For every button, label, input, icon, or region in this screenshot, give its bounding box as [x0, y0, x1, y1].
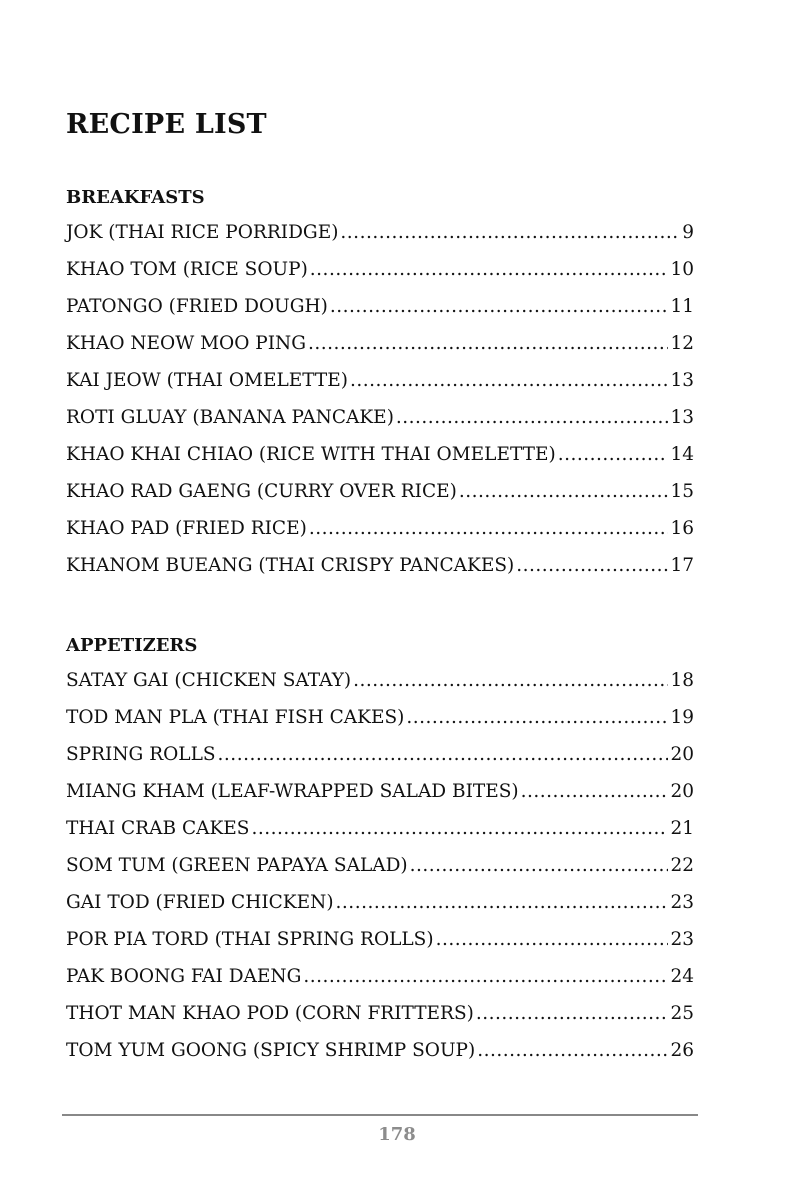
- section-breakfasts: [66, 188, 694, 588]
- toc-entry[interactable]: [66, 514, 694, 551]
- section-heading: APPETIZERS: [66, 635, 198, 656]
- toc-entry-page: 24: [670, 966, 694, 987]
- toc-entry-page: 9: [682, 222, 694, 243]
- page-title: RECIPE LIST: [66, 109, 267, 140]
- toc-entry-title: KHAO NEOW MOO PING: [66, 333, 306, 354]
- dot-leader: [353, 666, 668, 696]
- toc-entry-title: SPRING ROLLS: [66, 744, 216, 765]
- toc-entry-title: ROTI GLUAY (BANANA PANCAKE): [66, 407, 394, 428]
- toc-entry[interactable]: [66, 218, 694, 255]
- toc-entry-title: THOT MAN KHAO POD (CORN FRITTERS): [66, 1003, 474, 1024]
- footer-rule: [62, 1114, 698, 1116]
- dot-leader: [459, 477, 669, 507]
- toc-entry-page: 17: [670, 555, 694, 576]
- dot-leader: [436, 925, 669, 955]
- dot-leader: [350, 366, 668, 396]
- toc-list: [66, 666, 694, 1073]
- dot-leader: [396, 403, 669, 433]
- toc-entry-title: KHAO PAD (FRIED RICE): [66, 518, 307, 539]
- dot-leader: [476, 999, 669, 1029]
- dot-leader: [521, 777, 669, 807]
- toc-entry-title: KHAO KHAI CHIAO (RICE WITH THAI OMELETTE): [66, 444, 556, 465]
- toc-entry[interactable]: [66, 255, 694, 292]
- toc-entry-title: JOK (THAI RICE PORRIDGE): [66, 222, 339, 243]
- section-heading: BREAKFASTS: [66, 187, 205, 208]
- toc-entry[interactable]: [66, 292, 694, 329]
- dot-leader: [310, 255, 669, 285]
- toc-entry-page: 22: [670, 855, 694, 876]
- toc-entry-title: KHAO RAD GAENG (CURRY OVER RICE): [66, 481, 457, 502]
- toc-entry[interactable]: [66, 551, 694, 588]
- toc-entry-title: KHAO TOM (RICE SOUP): [66, 259, 308, 280]
- toc-entry-page: 11: [670, 296, 694, 317]
- dot-leader: [406, 703, 668, 733]
- toc-entry[interactable]: [66, 703, 694, 740]
- toc-entry-page: 10: [670, 259, 694, 280]
- toc-entry[interactable]: [66, 1036, 694, 1073]
- toc-entry[interactable]: [66, 814, 694, 851]
- dot-leader: [309, 514, 669, 544]
- toc-entry-title: GAI TOD (FRIED CHICKEN): [66, 892, 334, 913]
- toc-entry-title: POR PIA TORD (THAI SPRING ROLLS): [66, 929, 434, 950]
- toc-entry[interactable]: [66, 366, 694, 403]
- dot-leader: [336, 888, 669, 918]
- dot-leader: [303, 962, 668, 992]
- toc-entry[interactable]: [66, 925, 694, 962]
- toc-entry-page: 20: [670, 744, 694, 765]
- toc-entry[interactable]: [66, 403, 694, 440]
- toc-entry-page: 23: [670, 929, 694, 950]
- toc-entry-title: SATAY GAI (CHICKEN SATAY): [66, 670, 352, 691]
- toc-entry-page: 20: [670, 781, 694, 802]
- toc-entry-page: 25: [670, 1003, 694, 1024]
- toc-entry-title: TOM YUM GOONG (SPICY SHRIMP SOUP): [66, 1040, 476, 1061]
- toc-entry-title: KAI JEOW (THAI OMELETTE): [66, 370, 348, 391]
- dot-leader: [251, 814, 668, 844]
- dot-leader: [308, 329, 668, 359]
- toc-entry-title: SOM TUM (GREEN PAPAYA SALAD): [66, 855, 408, 876]
- toc-entry-title: PATONGO (FRIED DOUGH): [66, 296, 328, 317]
- dot-leader: [330, 292, 669, 322]
- toc-entry-page: 15: [670, 481, 694, 502]
- dot-leader: [516, 551, 668, 581]
- toc-entry[interactable]: [66, 888, 694, 925]
- dot-leader: [410, 851, 669, 881]
- toc-entry-page: 18: [670, 670, 694, 691]
- toc-entry[interactable]: [66, 851, 694, 888]
- toc-entry[interactable]: [66, 477, 694, 514]
- toc-entry-page: 16: [670, 518, 694, 539]
- dot-leader: [477, 1036, 668, 1066]
- toc-entry[interactable]: [66, 440, 694, 477]
- page-number: 178: [378, 1124, 416, 1145]
- section-appetizers: [66, 636, 694, 1073]
- toc-entry-title: PAK BOONG FAI DAENG: [66, 966, 302, 987]
- toc-entry-page: 12: [670, 333, 694, 354]
- toc-entry-page: 26: [670, 1040, 694, 1061]
- dot-leader: [340, 218, 680, 248]
- toc-entry[interactable]: [66, 666, 694, 703]
- toc-entry-title: MIANG KHAM (LEAF-WRAPPED SALAD BITES): [66, 781, 519, 802]
- toc-entry-page: 21: [670, 818, 694, 839]
- toc-list: [66, 218, 694, 588]
- toc-entry[interactable]: [66, 329, 694, 366]
- toc-entry-page: 13: [670, 407, 694, 428]
- toc-entry[interactable]: [66, 999, 694, 1036]
- toc-entry[interactable]: [66, 962, 694, 999]
- toc-entry-page: 23: [670, 892, 694, 913]
- toc-entry-title: KHANOM BUEANG (THAI CRISPY PANCAKES): [66, 555, 515, 576]
- toc-entry-page: 19: [670, 707, 694, 728]
- toc-entry[interactable]: [66, 740, 694, 777]
- dot-leader: [218, 740, 669, 770]
- toc-entry-title: TOD MAN PLA (THAI FISH CAKES): [66, 707, 405, 728]
- toc-entry[interactable]: [66, 777, 694, 814]
- toc-entry-page: 14: [670, 444, 694, 465]
- toc-entry-page: 13: [670, 370, 694, 391]
- toc-entry-title: THAI CRAB CAKES: [66, 818, 250, 839]
- dot-leader: [558, 440, 669, 470]
